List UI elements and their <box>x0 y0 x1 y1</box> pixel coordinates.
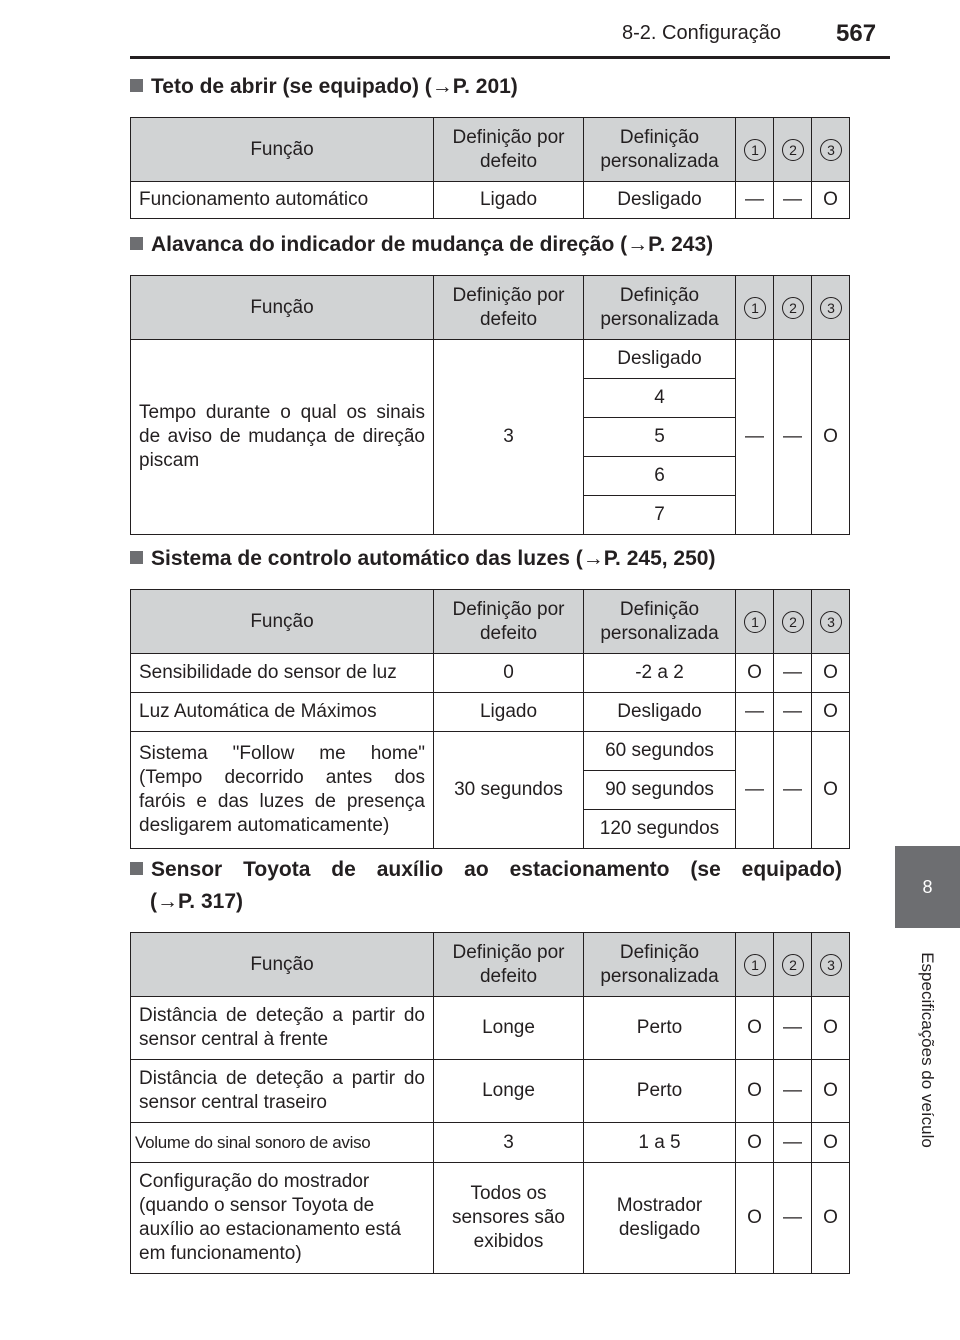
section-heading-sunroof: Teto de abrir (se equipado) (→P. 201) <box>130 75 518 99</box>
circle-3-icon: 3 <box>820 139 842 161</box>
table-parking-sensor <box>130 932 850 1274</box>
table-row: Configuração do mostrador (quando o sensor Toyota de auxílio ao estacionamento está em funcionamento) Todos os sensores são exibidos Mostrador desligado O — O <box>131 1163 850 1274</box>
table-row: Luz Automática de Máximos Ligado Desligado — — O <box>131 693 850 732</box>
chapter-label: Especificações do veículo <box>918 952 937 1148</box>
table-row: Distância de deteção a partir do sensor central à frente Longe Perto O — O <box>131 997 850 1060</box>
table-row: Funcionamento automático Ligado Desligado — — O <box>131 182 850 219</box>
bullet-square-icon <box>130 237 143 250</box>
circle-1-icon: 1 <box>744 139 766 161</box>
circle-3-icon: 3 <box>820 297 842 319</box>
circle-3-icon: 3 <box>820 611 842 633</box>
page-number: 567 <box>836 20 877 47</box>
circle-1-icon: 1 <box>744 954 766 976</box>
table-header-row: Função Definição por defeito Definição personalizada 1 2 3 <box>131 590 850 654</box>
table-header-row: Função Definição por defeito Definição personalizada 1 2 3 <box>131 276 850 340</box>
table-row: Sensibilidade do sensor de luz 0 -2 a 2 O — O <box>131 654 850 693</box>
chapter-number-tab: 8 <box>895 846 960 928</box>
circle-2-icon: 2 <box>782 139 804 161</box>
table-row: Distância de deteção a partir do sensor central traseiro Longe Perto O — O <box>131 1060 850 1123</box>
circle-2-icon: 2 <box>782 954 804 976</box>
table-row: Sistema "Follow me home" (Tempo decorrido antes dos faróis e das luzes de presença desligarem automaticamente) 30 segundos 60 segundos — — O <box>131 732 850 771</box>
section-heading-parking-sensor: Sensor Toyota de auxílio ao estacionamento (se equipado) <box>130 858 842 882</box>
bullet-square-icon <box>130 862 143 875</box>
table-header-row <box>131 118 850 182</box>
table-sunroof <box>130 117 850 219</box>
circle-2-icon: 2 <box>782 297 804 319</box>
circle-2-icon: 2 <box>782 611 804 633</box>
col-default: Definição por defeito <box>434 118 584 182</box>
table-header-row: Função Definição por defeito Definição personalizada 1 2 3 <box>131 933 850 997</box>
circle-1-icon: 1 <box>744 611 766 633</box>
col-custom: Definição personalizada <box>584 118 736 182</box>
circle-3-icon: 3 <box>820 954 842 976</box>
section-heading-lights: Sistema de controlo automático das luzes (→P. 245, 250) <box>130 547 715 571</box>
header-section: 8-2. Configuração <box>622 22 781 44</box>
table-turn-signal: Função Definição por defeito Definição personalizada 1 2 3 Tempo durante o qual os sinais de aviso de mudança de direção piscam 3 Desligado — — O 4 5 6 7 <box>130 275 850 535</box>
circle-1-icon: 1 <box>744 297 766 319</box>
header-rule <box>130 56 890 59</box>
bullet-square-icon <box>130 79 143 92</box>
col-function: Função <box>131 118 434 182</box>
table-row: Volume do sinal sonoro de aviso 3 1 a 5 O — O <box>131 1123 850 1163</box>
table-row: Tempo durante o qual os sinais de aviso de mudança de direção piscam 3 Desligado — — O <box>131 340 850 379</box>
section-heading-page-ref: (→P. 317) <box>150 890 243 913</box>
section-heading-turn-signal: Alavanca do indicador de mudança de direção (→P. 243) <box>130 233 713 257</box>
bullet-square-icon <box>130 551 143 564</box>
table-lights: Função Definição por defeito Definição personalizada 1 2 3 Sensibilidade do sensor de luz 0 -2 a 2 O — O Luz Automática de Máximos Ligado Desligado — — O Sistema "Follow me home" (Tempo decorrido antes dos faróis e das luzes de presença desligarem automaticamente) 30 segundos 60 segundos — — O 90 segundos 120 segundos <box>130 589 850 849</box>
